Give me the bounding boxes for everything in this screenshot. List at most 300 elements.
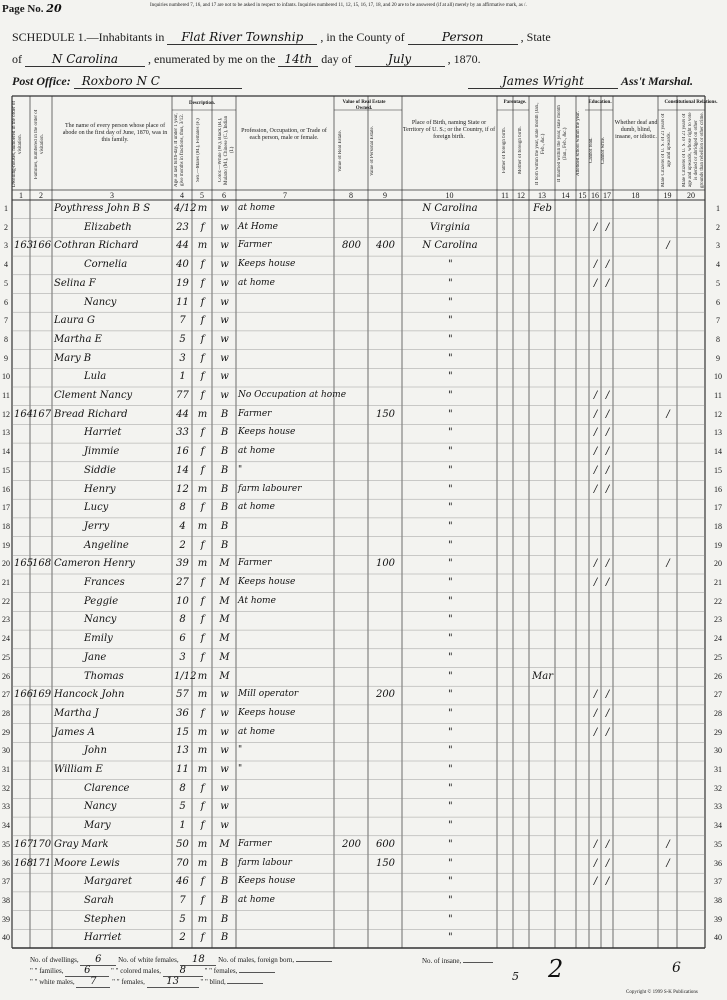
age: 8	[179, 502, 186, 514]
sex: f	[200, 614, 205, 626]
sex: f	[200, 577, 205, 588]
person-name: Jimmie	[84, 446, 120, 458]
line-number: 30	[714, 746, 722, 756]
header-birthplace: Place of Birth, naming State or Territory of U. S.; or the Country, if of foreign birth.	[402, 120, 496, 140]
color: B	[220, 408, 229, 420]
age: 11	[176, 296, 189, 308]
line-number: 8	[4, 334, 8, 344]
line-number: 6	[4, 297, 8, 307]
person-name: Thomas	[84, 670, 124, 682]
line-number: 6	[716, 297, 720, 307]
header-parentage: Parentage.	[503, 100, 527, 105]
age: 50	[176, 838, 189, 850]
person-name: Harriet	[84, 932, 122, 944]
footer-summary: No. of dwellings, 6 No. of white females, 18 No. of males, foreign born, " " families, 6 " " colored males, 8 " " females, " " white males, 7 " " females, 13 " " blind,	[30, 955, 420, 988]
header-cannot-read: Cannot read.	[589, 137, 594, 163]
line-number: 3	[716, 241, 720, 251]
occupation: Mill operator	[238, 689, 299, 700]
occupation: Keeps house	[238, 876, 296, 887]
column-number: 11	[501, 191, 509, 200]
birthplace: "	[448, 408, 453, 420]
line-number: 18	[714, 521, 722, 531]
birthplace: "	[448, 558, 453, 570]
sex: f	[200, 427, 205, 439]
person-name: Sarah	[84, 894, 114, 906]
family-number: 167	[32, 408, 52, 420]
family-number: 170	[32, 838, 52, 850]
occupation: Keeps house	[238, 427, 296, 438]
sex: f	[200, 464, 205, 476]
birthplace: "	[448, 277, 453, 289]
header-dwelling: Dwelling-houses, numbered in the order of visitation.	[12, 100, 23, 188]
color: w	[220, 820, 229, 832]
line-number: 25	[714, 652, 722, 662]
age: 2	[179, 539, 186, 551]
person-name: Cameron Henry	[54, 558, 135, 570]
column-number: 5	[200, 191, 204, 200]
sex: f	[200, 932, 205, 944]
line-number: 12	[714, 409, 722, 419]
header-family: Families, numbered in the order of visitation.	[34, 109, 45, 179]
color: w	[220, 221, 229, 233]
cannot-read: /	[593, 689, 598, 701]
line-number: 28	[714, 708, 722, 718]
sex: f	[200, 502, 205, 514]
born-within-year: Feb	[533, 203, 552, 214]
cannot-read: /	[593, 726, 598, 738]
color: B	[220, 520, 229, 532]
personal-estate-value: 150	[375, 408, 396, 420]
line-number: 9	[716, 353, 720, 363]
dwellings-count: 6	[80, 955, 116, 966]
sex: f	[200, 371, 205, 383]
cannot-write: /	[605, 464, 610, 476]
line-number: 10	[714, 372, 722, 382]
sex: f	[200, 782, 205, 794]
person-name: Frances	[84, 577, 125, 588]
birthplace: "	[448, 371, 453, 383]
occupation: farm labourer	[238, 483, 302, 494]
column-number: 3	[110, 191, 114, 200]
cannot-read: /	[593, 464, 598, 476]
birthplace: "	[448, 296, 453, 308]
line-number: 33	[2, 802, 10, 812]
line-number: 29	[2, 727, 10, 737]
age: 13	[176, 745, 189, 757]
color: B	[220, 483, 229, 495]
marshal-line: James Wright Ass't Marshal.	[468, 74, 693, 89]
birthplace: "	[448, 801, 453, 813]
family-number: 168	[32, 558, 52, 570]
cannot-write: /	[605, 838, 610, 850]
month: July	[355, 52, 445, 67]
line-number: 24	[714, 634, 722, 644]
person-name: Emily	[84, 633, 113, 645]
sex: f	[200, 277, 205, 289]
person-name: Selina F	[54, 277, 96, 289]
male-citizen: /	[666, 558, 670, 570]
occupation: at home	[238, 726, 275, 737]
occupation: Farmer	[238, 408, 272, 419]
birthplace: "	[448, 446, 453, 458]
person-name: John	[84, 745, 107, 757]
cannot-write: /	[605, 483, 610, 495]
age: 10	[176, 595, 189, 607]
color: w	[220, 782, 229, 794]
cannot-read: /	[593, 259, 598, 271]
column-number: 16	[591, 191, 599, 200]
person-name: Martha J	[54, 707, 99, 719]
age: 23	[176, 221, 189, 233]
birthplace: "	[448, 726, 453, 738]
color: B	[220, 464, 229, 476]
line-number: 32	[714, 783, 722, 793]
line-number: 19	[2, 540, 10, 550]
person-name: Martha E	[54, 333, 102, 345]
sex: f	[200, 333, 205, 345]
line-number: 26	[714, 671, 722, 681]
birthplace: "	[448, 876, 453, 888]
sex: f	[200, 595, 205, 607]
dwelling-number: 168	[14, 857, 34, 869]
color: M	[219, 838, 230, 850]
birthplace: "	[448, 838, 453, 850]
line-number: 35	[2, 839, 10, 849]
person-name: Lula	[84, 371, 107, 383]
sex: m	[197, 558, 208, 570]
line-number: 10	[2, 372, 10, 382]
occupation: Keeps house	[238, 259, 296, 270]
occupation: Keeps house	[238, 577, 296, 587]
township: Flat River Township	[167, 30, 317, 45]
instructions-note: Inquiries numbered 7, 16, and 17 are not to be asked in respect to infants. Inquiries numbered 11, 12, 15, 16, 17, 18, and 20 are to be answered (if at all) merely by an affirmative mark, as /.	[150, 3, 527, 8]
color: w	[220, 259, 229, 271]
color: B	[220, 894, 229, 906]
sex: m	[197, 913, 208, 925]
line-number: 2	[4, 222, 8, 232]
cannot-read: /	[593, 483, 598, 495]
header-mother-foreign: Mother of foreign birth.	[518, 126, 523, 174]
white-males-count: 7	[76, 977, 110, 988]
column-number: 19	[663, 191, 672, 200]
line-number: 5	[4, 278, 8, 288]
age: 6	[179, 633, 186, 645]
personal-estate-value: 400	[375, 240, 396, 252]
day: 14th	[278, 52, 318, 67]
column-number: 4	[180, 191, 184, 200]
line-number: 15	[714, 465, 722, 475]
line-number: 31	[2, 765, 10, 774]
column-number: 8	[349, 191, 353, 200]
line-number: 27	[2, 690, 10, 700]
families-count: 6	[65, 966, 109, 977]
line-number: 16	[2, 484, 10, 494]
age: 12	[176, 483, 189, 495]
birthplace: "	[448, 857, 453, 869]
line-number: 14	[714, 447, 722, 457]
cannot-read: /	[593, 446, 598, 458]
column-number: 1	[19, 191, 23, 200]
foreign-females-count	[239, 972, 275, 973]
header-education: Education.	[588, 100, 612, 105]
cannot-write: /	[605, 446, 610, 458]
cannot-read: /	[593, 390, 598, 401]
schedule-line: SCHEDULE 1.—Inhabitants in Flat River Township , in the County of Person , State	[12, 30, 551, 44]
occupation: at home	[238, 446, 275, 457]
line-number: 17	[714, 503, 722, 513]
sex: f	[200, 390, 205, 401]
person-name: Henry	[84, 483, 116, 495]
line-number: 32	[2, 783, 10, 793]
birthplace: "	[448, 259, 453, 271]
line-number: 40	[714, 933, 722, 943]
family-number: 169	[32, 689, 52, 701]
color: M	[219, 633, 230, 645]
column-number: 6	[222, 191, 226, 200]
dwelling-number: 167	[14, 838, 34, 850]
color: B	[220, 539, 229, 551]
line-number: 16	[714, 484, 722, 494]
line-number: 27	[714, 690, 722, 700]
person-name: Cothran Richard	[54, 240, 139, 252]
line-number: 9	[4, 353, 8, 363]
age: 36	[176, 707, 189, 719]
line-number: 21	[714, 578, 722, 587]
tally-2: 2	[548, 955, 564, 983]
birthplace: "	[448, 745, 453, 757]
age: 5	[179, 913, 186, 925]
cannot-read: /	[593, 427, 598, 439]
insane-count-label: No. of insane,	[422, 957, 493, 965]
color: w	[220, 333, 229, 345]
line-number: 19	[714, 540, 722, 550]
header-value: Value of Real Estate Owned.	[342, 100, 386, 111]
color: B	[220, 446, 229, 458]
dwelling-number: 164	[14, 408, 34, 420]
person-name: Poythress John B S	[54, 203, 151, 214]
color: B	[220, 857, 229, 869]
header-description: Description.	[189, 101, 215, 106]
line-number: 31	[714, 765, 722, 774]
occupation: "	[238, 464, 243, 475]
occupation: At home	[238, 595, 276, 606]
age: 57	[176, 689, 189, 701]
insane-count	[463, 962, 493, 963]
post-office-line: Post Office: Roxboro N C	[12, 74, 242, 89]
person-name: Nancy	[84, 614, 117, 626]
sex: m	[197, 689, 208, 701]
male-citizen: /	[666, 408, 670, 420]
header-deaf-dumb: Whether deaf and dumb, blind, insane, or idiotic.	[614, 120, 658, 140]
sex: f	[200, 651, 205, 663]
line-number: 8	[716, 334, 720, 344]
line-number: 22	[2, 596, 10, 606]
birthplace: "	[448, 820, 453, 832]
cannot-read: /	[593, 838, 598, 850]
line-number: 15	[2, 465, 10, 475]
header-age: Age at last birth-day. If under 1 year, give months in fractions, thus, 3/12.	[174, 113, 185, 187]
sex: f	[200, 876, 205, 888]
sex: f	[200, 894, 205, 906]
color: M	[219, 558, 230, 570]
header-male-citizens: Male Citizens of U. S. of 21 years of age and upwards.	[661, 113, 672, 187]
person-name: Bread Richard	[54, 408, 128, 420]
cannot-read: /	[593, 577, 598, 588]
females-count: 13	[147, 977, 199, 988]
line-number: 37	[2, 877, 10, 887]
person-name: Cornelia	[84, 259, 128, 271]
line-number: 25	[2, 652, 10, 662]
color: M	[219, 595, 230, 607]
line-number: 13	[714, 428, 722, 438]
line-number: 34	[714, 821, 722, 831]
cannot-read: /	[593, 277, 598, 289]
real-estate-value: 200	[341, 838, 362, 850]
age: 5	[179, 801, 186, 813]
line-number: 13	[2, 428, 10, 438]
person-name: William E	[54, 764, 103, 775]
age: 7	[179, 315, 186, 327]
birthplace: "	[448, 464, 453, 476]
person-name: Laura G	[54, 315, 95, 327]
color: w	[220, 707, 229, 719]
header-cannot-write: Cannot write.	[601, 136, 606, 164]
person-name: James A	[54, 726, 95, 738]
birthplace: "	[448, 539, 453, 551]
sex: m	[197, 838, 208, 850]
colored-males-count: 8	[163, 966, 203, 977]
personal-estate-value: 150	[375, 857, 396, 869]
line-number: 23	[2, 615, 10, 625]
line-number: 30	[2, 746, 10, 756]
male-citizen: /	[666, 857, 670, 869]
birthplace: "	[448, 932, 453, 944]
birthplace: "	[448, 689, 453, 701]
age: 46	[176, 876, 189, 888]
column-number: 20	[687, 191, 695, 200]
birthplace: "	[448, 502, 453, 514]
color: w	[220, 371, 229, 383]
birthplace: "	[448, 315, 453, 327]
color: M	[219, 670, 230, 682]
birthplace: Virginia	[429, 221, 471, 233]
personal-estate-value: 200	[375, 689, 396, 701]
dwelling-number: 163	[14, 240, 34, 252]
cannot-read: /	[593, 876, 598, 888]
person-name: Hancock John	[54, 689, 125, 701]
cannot-write: /	[605, 427, 610, 439]
color: M	[219, 614, 230, 626]
line-number: 34	[2, 821, 10, 831]
column-number: 10	[445, 191, 454, 200]
age: 8	[179, 614, 186, 626]
line-number: 1	[4, 204, 8, 213]
header-personal-estate: Value of Personal Estate.	[370, 126, 375, 176]
line-number: 4	[716, 260, 720, 270]
age: 1	[179, 371, 186, 383]
line-number: 12	[2, 409, 10, 419]
cannot-write: /	[605, 558, 610, 570]
header-color: Color.—White (W.), Black (B.), Mulatto (M.), Chinese (C.), Indian (I.)	[218, 115, 235, 185]
color: w	[220, 801, 229, 813]
birthplace: "	[448, 520, 453, 532]
real-estate-value: 800	[341, 240, 362, 252]
sex: f	[200, 296, 205, 308]
color: B	[220, 932, 229, 944]
tally-3: 6	[672, 960, 681, 976]
cannot-write: /	[605, 221, 610, 233]
occupation: No Occupation at home	[238, 390, 347, 400]
header-real-estate: Value of Real Estate.	[338, 130, 343, 172]
person-name: Mary B	[54, 352, 92, 364]
person-name: Stephen	[84, 913, 126, 925]
birthplace: "	[448, 633, 453, 645]
column-number: 15	[578, 191, 587, 200]
line-number: 38	[714, 895, 722, 905]
age: 33	[176, 427, 189, 439]
header-attended-school: Attended school within the year.	[576, 111, 581, 177]
sex: f	[200, 801, 205, 813]
sex: m	[197, 670, 208, 682]
age: 1/12	[174, 670, 197, 682]
cannot-write: /	[605, 726, 610, 738]
age: 27	[176, 577, 189, 588]
line-number: 39	[2, 914, 10, 924]
birthplace: "	[448, 595, 453, 607]
birthplace: "	[448, 651, 453, 663]
cannot-write: /	[605, 857, 610, 869]
color: B	[220, 876, 229, 888]
birthplace: "	[448, 483, 453, 495]
birthplace: N Carolina	[422, 203, 478, 214]
age: 11	[176, 764, 189, 775]
sex: m	[197, 240, 208, 252]
person-name: Mary	[84, 820, 111, 832]
header-vote-denied: Male Citizens of U. S. of 21 years of age and upwards, whose right to vote is denied or abridged on other grounds than rebellion or other crime.	[682, 112, 705, 188]
line-number: 14	[2, 447, 10, 457]
occupation: Keeps house	[238, 707, 296, 718]
color: M	[219, 651, 230, 663]
header-father-foreign: Father of foreign birth.	[502, 127, 507, 173]
line-number: 29	[714, 727, 722, 737]
person-name: Clarence	[84, 782, 130, 794]
person-name: Moore Lewis	[54, 857, 120, 869]
white-females-count: 18	[180, 955, 216, 966]
color: w	[220, 745, 229, 757]
age: 4	[179, 520, 186, 532]
born-within-year: Mar	[532, 670, 553, 682]
sex: f	[200, 539, 205, 551]
line-number: 38	[2, 895, 10, 905]
birthplace: N Carolina	[422, 240, 478, 252]
sex: f	[200, 633, 205, 645]
birthplace: "	[448, 427, 453, 439]
occupation: farm labour	[238, 857, 292, 868]
occupation: "	[238, 745, 243, 756]
line-number: 33	[714, 802, 722, 812]
color: w	[220, 764, 229, 775]
header-name: The name of every person whose place of abode on the first day of June, 1870, was in this family.	[62, 123, 168, 143]
cannot-read: /	[593, 707, 598, 719]
line-number: 26	[2, 671, 10, 681]
occupation: at home	[238, 277, 275, 288]
line-number: 24	[2, 634, 10, 644]
line-number: 35	[714, 839, 722, 849]
line-number: 37	[714, 877, 722, 887]
column-number: 7	[283, 191, 287, 200]
birthplace: "	[448, 764, 453, 775]
person-name: Jerry	[84, 520, 110, 532]
